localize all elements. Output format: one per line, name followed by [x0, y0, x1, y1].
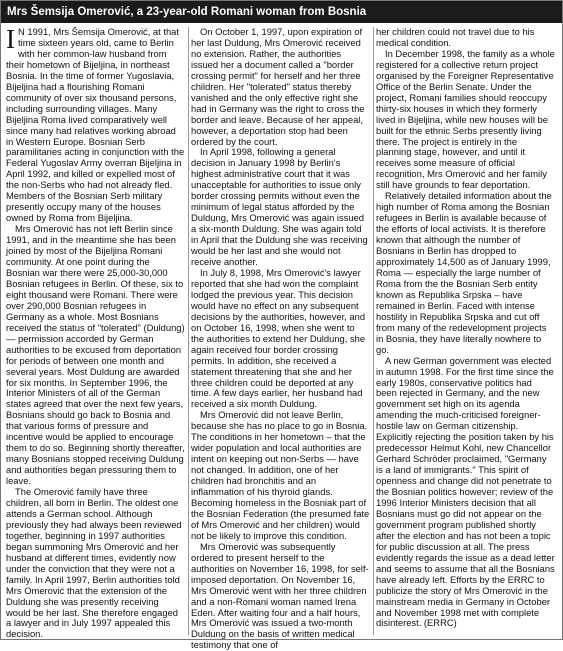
column-rule: [373, 27, 374, 635]
paragraph: Mrs Omerović has not left Berlin since 1991, and in the meantime she has been joined by most of the Bijeljina Romani community. At one point during the Bosnian war there were 25,000-30,000 Bosnian refugees in Berlin. Of these, six to eight thousand were Romani. There were over 290,000 Bosnian refugees in Germany as a whole. Most Bosnians received the status of "tolerated" (Duldung) — permission accorded by German authorities to be excused from deportation for periods of between one month and several years. Most Duldung are awarded for six months. In September 1996, the Interior Ministers of all of the German states agreed that over the next few years, Bosnians should go back to Bosnia and that various forms of pressure and incentive would be applied to encourage them to do so. Beginning shortly thereafter, many Bosnians stopped receiving Duldung and authorities began pressuring them to leave.: [6, 223, 185, 487]
text-column-2: [191, 26, 370, 651]
paragraph: The Omerović family have three children, all born in Berlin. The oldest one attends a German school. Although previously they had always been reviewed together, beginning in 1997 authorities began summoning Mrs Omerović and her husband at different times, evidently now under the conviction that they were not a family. In April 1997, Berlin authorities told Mrs Omerović that the extension of the Duldung she was presently receiving would be her last. She therefore engaged a lawyer and in July 1997 appealed this decision.: [6, 486, 182, 640]
article-body: [1, 23, 562, 651]
paragraph: her children could not travel due to his medical condition.: [376, 26, 535, 48]
paragraph: I N 1991, Mrs Šemsija Omerović, at that time sixteen years old, came to Berlin with her common-law husband from their hometown of Bijeljina, in northeast Bosnia. In the time of former Yugoslavia, Bijeljina had a flourishing Romani community of over six thousand persons, including surrounding villages. Many Bijeljina Roma lived comparatively well since many had relatives working abroad in Western Europe. Bosnian Serb paramilitaries acting in conjunction with the Federal Yugoslav Army overran Bijeljina in April 1992, and killed or expelled most of the non-Serbs who had not already fled. Members of the Bosnian Serb military presently occupy many of the houses owned by Roma from Bijeljina.: [6, 24, 185, 224]
paragraph: On October 1, 1997, upon expiration of her last Duldung, Mrs Omerović received no extension. Rather, the authorities issued her a document called a "border crossing permit" for herself and her three children. Her "tolerated" status thereby vanished and the only effective right she had in Germany was the right to cross the border and leave. Because of her appeal, however, a deportation stop had been ordered by the court.: [191, 26, 365, 147]
text-column-1: [6, 24, 185, 640]
drop-cap: I: [6, 24, 15, 54]
paragraph: In December 1998, the family as a whole registered for a collective return project organised by the Foreigner Representative Office of the Berlin Senate. Under the project, Romani families should reoccupy thirty-six houses in which they formerly lived in Bijeljina, while new houses will be built for the ethnic Serbs presently living there. The project is entirely in the planning stage, however, and until it receives some measure of official recognition, Mrs Omerović and her family still have grounds to fear deportation.: [376, 47, 555, 191]
paragraph: In April 1998, following a general decision in January 1998 by Berlin's highest administrative court that it was unacceptable for authorities to issue only border crossing permits without even the minimum of legal status afforded by the Duldung, Mrs Omerović was again issued a six-month Duldung. She was again told in April that the Duldung she was receiving would be her last and she would not receive another.: [191, 146, 368, 268]
text-column-3: [376, 27, 555, 637]
article-title: Mrs Šemsija Omerović, a 23-year-old Romani woman from Bosnia: [1, 1, 562, 23]
paragraph: Mrs Omerović did not leave Berlin, because she has no place to go in Bosnia. The conditions in her hometown – that the wider population and local authorities are intent on keeping out non-Serbs — have not changed. In addition, one of her children had bronchitis and an inflammation of his thyroid glands. Becoming homeless in the Bosniak part of the Bosnian Federation (the presumed fate of Mrs Omerović and her children) would not be likely to improve this condition.: [191, 409, 370, 541]
paragraph: A new German government was elected in autumn 1998. For the first time since the early 1980s, conservative politics had been rejected in Germany, and the new government set high on its agenda amending the much-criticised foreigner-hostile law on German citizenship. Explicitly rejecting the position taken by his predecessor Helmut Kohl, new Chancellor Gerhard Schröder proclaimed, "Germany is a land of immigrants." This spirit of openness and change did not penetrate to the Bosnian politics however; review of the 1996 Interior Ministers decision that all Bosnians must go did not appear on the government program published shortly after the election and has not been a topic for public discussion at all. The press evidently regards the issue as a dead letter and seems to assume that all the Bosnians have already left. Efforts by the ERRC to publicize the story of Mrs Omerović in the mainstream media in Germany in October and November 1998 met with complete disinterest. (ERRC): [376, 354, 555, 629]
paragraph: Mrs Omerović was subsequently ordered to present herself to the authorities on November 16, 1998, for self-imposed deportation. On November 16, Mrs Omerović went with her three children and a non-Romani woman named Irena Eden. After waiting four and a half hours, Mrs Omerović was issued a two-month Duldung on the basis of written medical testimony that one of: [191, 540, 369, 651]
column-rule: [188, 27, 189, 635]
paragraph: In July 8, 1998, Mrs Omerović's lawyer reported that she had won the complaint lodged the previous year. This decision would have no effect on any subsequent decisions by the authorities, however, and on October 16, 1998, when she went to the authorities to extend her Duldung, she again received four border crossing permits. In addition, she received a statement threatening that she and her three children could be deported at any time. A few days earlier, her husband had received a six month Duldung.: [191, 266, 366, 410]
paragraph: Relatively detailed information about the high number of Roma among the Bosnian refugees in Berlin is available because of the efforts of local activists. It is therefore known that although the number of Bosnians in Berlin has dropped to approximately 14,500 as of January 1999, Roma — especially the large number of Roma from the the Bosnian Serb entity known as Republika Srpska – have remained in Berlin. Faced with intense hostility in Republika Srpska and cut off from many of the redevelopment projects in Bosnia, they have literally nowhere to go.: [376, 190, 552, 355]
